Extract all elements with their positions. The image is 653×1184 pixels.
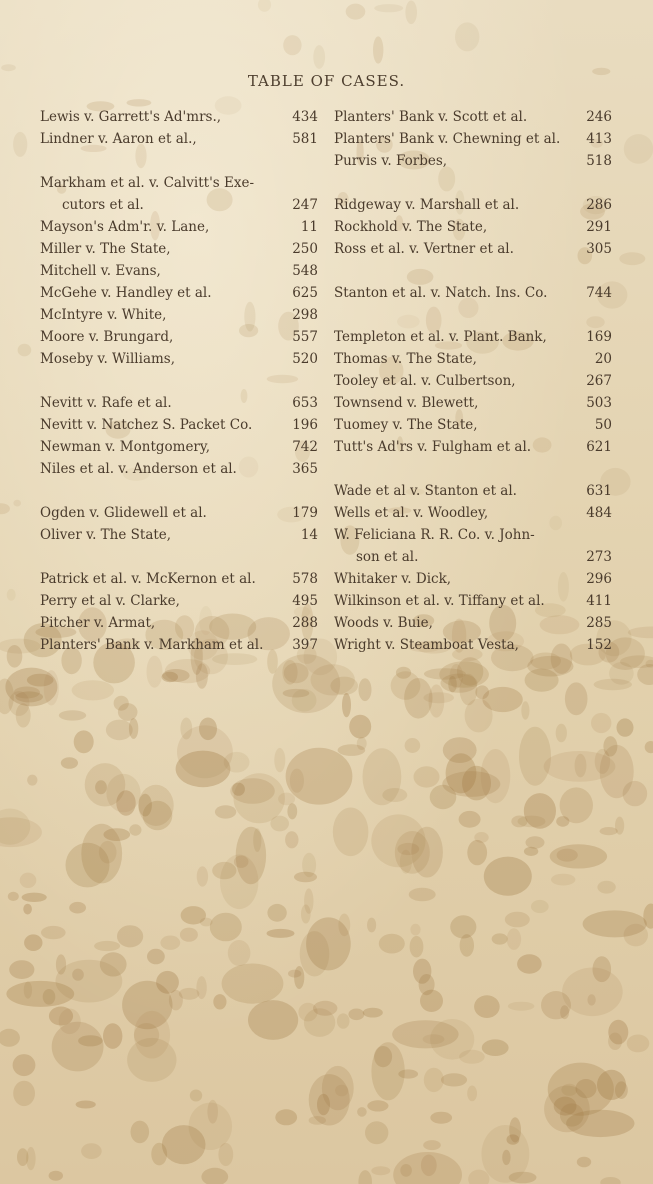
case-name: Newman v. Montgomery, bbox=[40, 439, 211, 455]
case-entry bbox=[40, 128, 318, 150]
case-entry bbox=[334, 216, 612, 238]
case-page-number: 631 bbox=[586, 483, 612, 499]
section-gap bbox=[334, 172, 612, 194]
case-name: Niles et al. v. Anderson et al. bbox=[40, 461, 237, 477]
case-entry bbox=[40, 326, 318, 348]
section-gap bbox=[40, 480, 318, 502]
case-name: Thomas v. The State, bbox=[334, 351, 477, 367]
case-page-number: 365 bbox=[292, 461, 318, 477]
case-entry bbox=[40, 282, 318, 304]
case-name: Woods v. Buie, bbox=[334, 615, 433, 631]
case-page-number: 621 bbox=[586, 439, 612, 455]
case-page-number: 653 bbox=[292, 395, 318, 411]
case-name: Markham et al. v. Calvitt's Exe- bbox=[40, 175, 255, 191]
cases-column-right bbox=[334, 106, 612, 656]
case-entry bbox=[40, 216, 318, 238]
section-gap bbox=[334, 304, 612, 326]
case-page-number: 296 bbox=[586, 571, 612, 587]
case-name: Perry et al v. Clarke, bbox=[40, 593, 180, 609]
section-gap bbox=[40, 546, 318, 568]
case-entry bbox=[334, 590, 612, 612]
case-name: Miller v. The State, bbox=[40, 241, 171, 257]
case-entry bbox=[334, 414, 612, 436]
case-page-number: 152 bbox=[586, 637, 612, 653]
case-page-number: 285 bbox=[586, 615, 612, 631]
case-page-number: 267 bbox=[586, 373, 612, 389]
case-page-number: 288 bbox=[292, 615, 318, 631]
case-name: Nevitt v. Natchez S. Packet Co. bbox=[40, 417, 253, 433]
case-page-number: 434 bbox=[292, 109, 318, 125]
case-page-number: 744 bbox=[586, 285, 612, 301]
case-name: Pitcher v. Armat, bbox=[40, 615, 156, 631]
case-entry bbox=[334, 568, 612, 590]
case-page-number: 169 bbox=[586, 329, 612, 345]
case-entry bbox=[40, 106, 318, 128]
case-entry bbox=[40, 260, 318, 282]
case-page-number: 742 bbox=[292, 439, 318, 455]
case-page-number: 298 bbox=[292, 307, 318, 323]
case-name: Oliver v. The State, bbox=[40, 527, 172, 543]
case-name: Purvis v. Forbes, bbox=[334, 153, 448, 169]
case-page-number: 179 bbox=[292, 505, 318, 521]
case-entry bbox=[334, 106, 612, 128]
case-entry bbox=[334, 546, 612, 568]
case-name: Tooley et al. v. Culbertson, bbox=[334, 373, 516, 389]
case-name: W. Feliciana R. R. Co. v. John- bbox=[334, 527, 535, 543]
case-name: Planters' Bank v. Scott et al. bbox=[334, 109, 528, 125]
case-page-number: 503 bbox=[586, 395, 612, 411]
case-name: Mitchell v. Evans, bbox=[40, 263, 161, 279]
case-entry bbox=[40, 414, 318, 436]
case-entry bbox=[334, 480, 612, 502]
case-entry bbox=[40, 612, 318, 634]
case-entry bbox=[40, 172, 318, 194]
case-entry bbox=[40, 436, 318, 458]
case-name: Templeton et al. v. Plant. Bank, bbox=[334, 329, 547, 345]
case-name: Wade et al v. Stanton et al. bbox=[334, 483, 517, 499]
case-entry bbox=[40, 304, 318, 326]
case-entry bbox=[40, 568, 318, 590]
case-entry bbox=[40, 502, 318, 524]
case-page-number: 291 bbox=[586, 219, 612, 235]
case-entry bbox=[334, 392, 612, 414]
case-name: Townsend v. Blewett, bbox=[334, 395, 479, 411]
case-page-number: 484 bbox=[586, 505, 612, 521]
case-entry bbox=[334, 348, 612, 370]
case-entry bbox=[40, 348, 318, 370]
case-page-number: 581 bbox=[292, 131, 318, 147]
case-page-number: 273 bbox=[586, 549, 612, 565]
case-entry bbox=[334, 612, 612, 634]
case-page-number: 20 bbox=[594, 351, 612, 367]
case-entry bbox=[334, 326, 612, 348]
case-page-number: 518 bbox=[586, 153, 612, 169]
case-entry bbox=[40, 590, 318, 612]
case-entry bbox=[40, 238, 318, 260]
case-name: Stanton et al. v. Natch. Ins. Co. bbox=[334, 285, 548, 301]
case-page-number: 557 bbox=[292, 329, 318, 345]
case-page-number: 305 bbox=[586, 241, 612, 257]
case-page-number: 246 bbox=[586, 109, 612, 125]
case-page-number: 625 bbox=[292, 285, 318, 301]
case-page-number: 14 bbox=[300, 527, 318, 543]
case-name: Wright v. Steamboat Vesta, bbox=[334, 637, 519, 653]
case-page-number: 11 bbox=[300, 219, 318, 235]
case-entry bbox=[334, 238, 612, 260]
case-page-number: 247 bbox=[292, 197, 318, 213]
section-gap bbox=[334, 260, 612, 282]
case-name: Wilkinson et al. v. Tiffany et al. bbox=[334, 593, 545, 609]
case-name: Whitaker v. Dick, bbox=[334, 571, 452, 587]
case-name: Ogden v. Glidewell et al. bbox=[40, 505, 207, 521]
case-entry bbox=[334, 370, 612, 392]
case-entry bbox=[334, 502, 612, 524]
case-entry bbox=[334, 436, 612, 458]
case-page-number: 196 bbox=[292, 417, 318, 433]
case-name: son et al. bbox=[356, 549, 419, 565]
case-entry bbox=[40, 524, 318, 546]
page-title: TABLE OF CASES. bbox=[247, 72, 406, 90]
section-gap bbox=[40, 370, 318, 392]
case-name: Lewis v. Garrett's Ad'mrs., bbox=[40, 109, 222, 125]
case-name: McIntyre v. White, bbox=[40, 307, 167, 323]
case-entry bbox=[334, 282, 612, 304]
case-name: cutors et al. bbox=[62, 197, 144, 213]
case-entry bbox=[334, 194, 612, 216]
case-entry bbox=[334, 150, 612, 172]
case-name: Rockhold v. The State, bbox=[334, 219, 488, 235]
case-entry bbox=[40, 634, 318, 656]
case-page-number: 250 bbox=[292, 241, 318, 257]
case-entry bbox=[40, 194, 318, 216]
case-page-number: 50 bbox=[594, 417, 612, 433]
case-name: Ridgeway v. Marshall et al. bbox=[334, 197, 520, 213]
case-name: Tuomey v. The State, bbox=[334, 417, 478, 433]
case-name: Mayson's Adm'r. v. Lane, bbox=[40, 219, 210, 235]
case-page-number: 286 bbox=[586, 197, 612, 213]
case-name: Moseby v. Williams, bbox=[40, 351, 176, 367]
section-gap bbox=[334, 458, 612, 480]
case-page-number: 397 bbox=[292, 637, 318, 653]
case-page-number: 495 bbox=[292, 593, 318, 609]
case-name: Nevitt v. Rafe et al. bbox=[40, 395, 172, 411]
section-gap bbox=[40, 150, 318, 172]
case-page-number: 578 bbox=[292, 571, 318, 587]
case-name: Patrick et al. v. McKernon et al. bbox=[40, 571, 256, 587]
case-name: Ross et al. v. Vertner et al. bbox=[334, 241, 514, 257]
case-entry bbox=[334, 524, 612, 546]
case-name: Moore v. Brungard, bbox=[40, 329, 174, 345]
case-page-number: 548 bbox=[292, 263, 318, 279]
case-page-number: 520 bbox=[292, 351, 318, 367]
case-name: Planters' Bank v. Markham et al. bbox=[40, 637, 264, 653]
cases-column-left bbox=[40, 106, 318, 656]
case-name: McGehe v. Handley et al. bbox=[40, 285, 212, 301]
case-name: Lindner v. Aaron et al., bbox=[40, 131, 197, 147]
case-name: Wells et al. v. Woodley, bbox=[334, 505, 489, 521]
case-name: Planters' Bank v. Chewning et al. bbox=[334, 131, 561, 147]
case-entry bbox=[40, 458, 318, 480]
case-entry bbox=[40, 392, 318, 414]
case-page-number: 411 bbox=[586, 593, 612, 609]
case-entry bbox=[334, 634, 612, 656]
case-entry bbox=[334, 128, 612, 150]
case-name: Tutt's Ad'rs v. Fulgham et al. bbox=[334, 439, 532, 455]
case-page-number: 413 bbox=[586, 131, 612, 147]
